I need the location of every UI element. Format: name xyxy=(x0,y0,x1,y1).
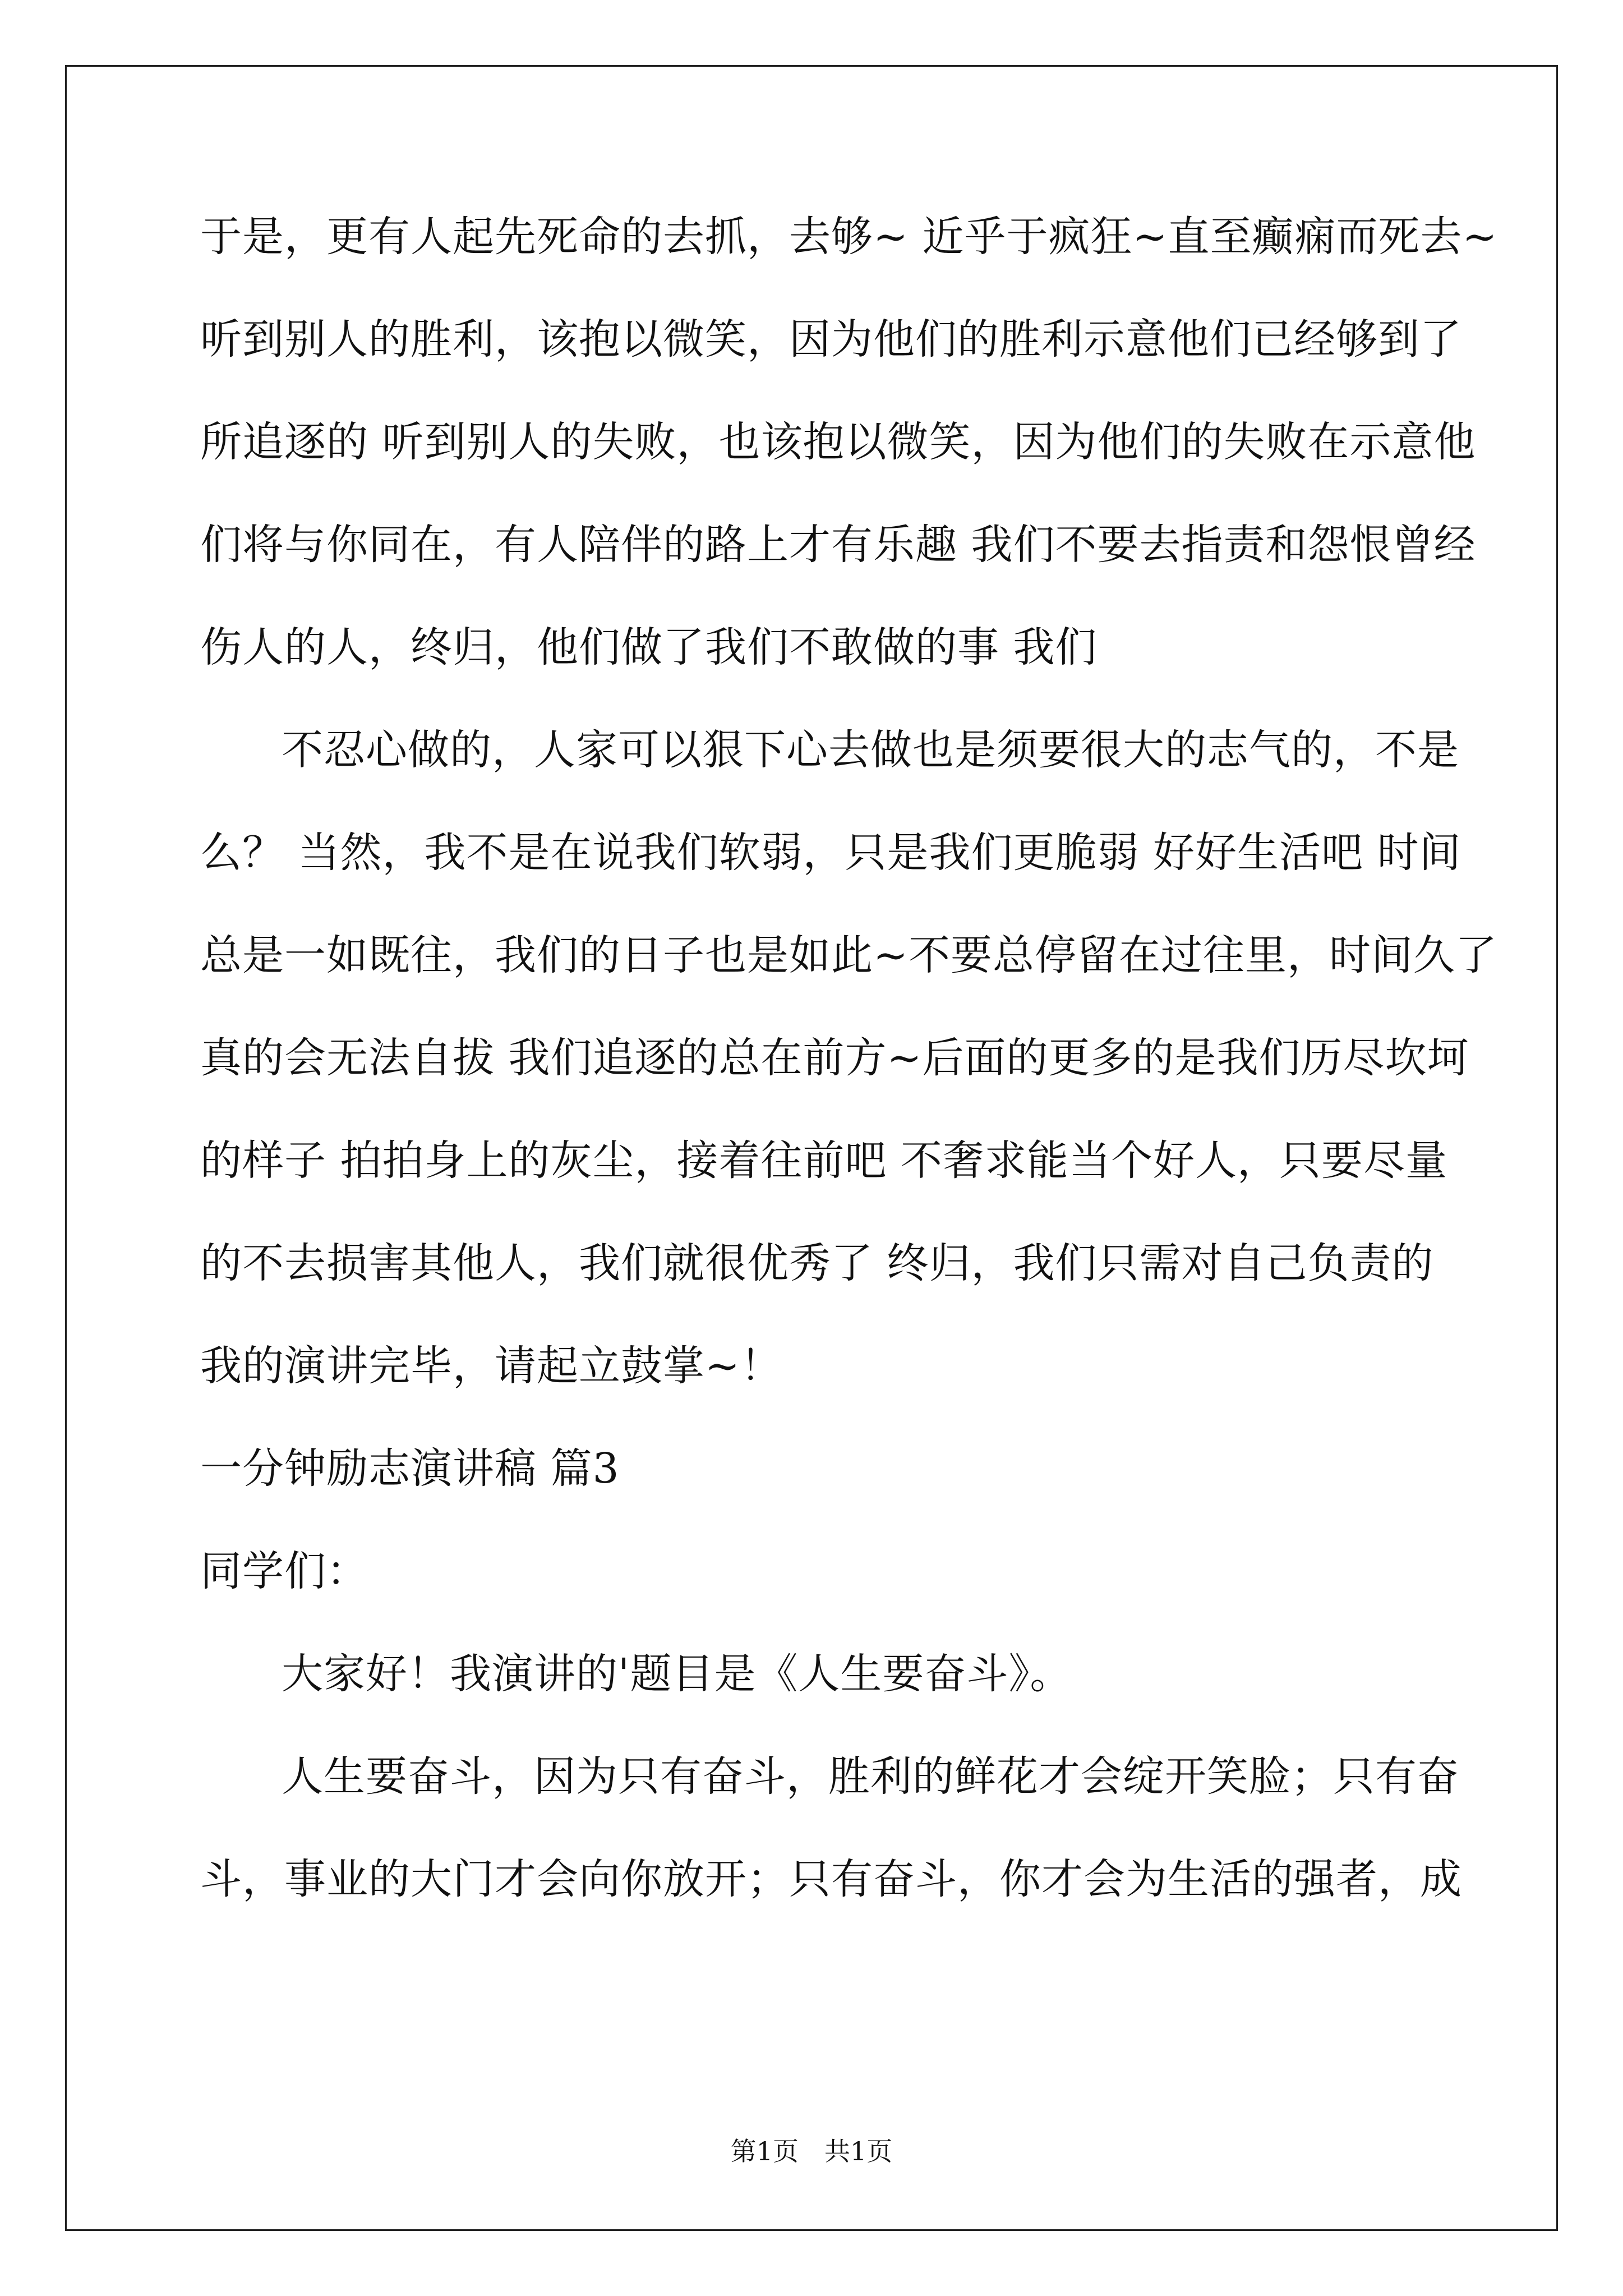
text-line: 们将与你同在，有人陪伴的路上才有乐趣 我们不要去指责和怨恨曾经 xyxy=(200,521,1476,569)
salutation: 同学们： xyxy=(200,1547,368,1595)
text-line: 人生要奋斗，因为只有奋斗，胜利的鲜花才会绽开笑脸；只有奋 xyxy=(282,1752,1459,1801)
section-heading: 一分钟励志演讲稿 篇3 xyxy=(200,1444,620,1493)
text-line: 伤人的人，终归，他们做了我们不敢做的事 我们 xyxy=(200,623,1098,671)
text-line: 不忍心做的，人家可以狠下心去做也是须要很大的志气的，不是 xyxy=(282,726,1459,774)
text-line: 的样子 拍拍身上的灰尘，接着往前吧 不奢求能当个好人，只要尽量 xyxy=(200,1137,1448,1185)
text-line: 真的会无法自拔 我们追逐的总在前方~后面的更多的是我们历尽坎坷 xyxy=(200,1034,1469,1082)
text-line: 斗，事业的大门才会向你放开；只有奋斗，你才会为生活的强者，成 xyxy=(200,1855,1462,1903)
text-line: 我的演讲完毕，请起立鼓掌~！ xyxy=(200,1342,783,1390)
text-line: 于是，更有人起先死命的去抓，去够~ 近乎于疯狂~直至癫痫而死去~ xyxy=(200,213,1498,261)
text-line: 所追逐的 听到别人的失败，也该抱以微笑，因为他们的失败在示意他 xyxy=(200,418,1476,466)
text-line: 的不去损害其他人，我们就很优秀了 终归，我们只需对自己负责的 xyxy=(200,1239,1434,1287)
text-line: 总是一如既往，我们的日子也是如此~不要总停留在过往里，时间久了 xyxy=(200,931,1498,979)
text-line: 大家好！我演讲的'题目是《人生要奋斗》。 xyxy=(282,1650,1072,1698)
page-number-footer: 第1页 共1页 xyxy=(730,2136,893,2166)
text-line: 么？ 当然，我不是在说我们软弱，只是我们更脆弱 好好生活吧 时间 xyxy=(200,829,1461,877)
text-line: 听到别人的胜利，该抱以微笑，因为他们的胜利示意他们已经够到了 xyxy=(200,315,1462,364)
